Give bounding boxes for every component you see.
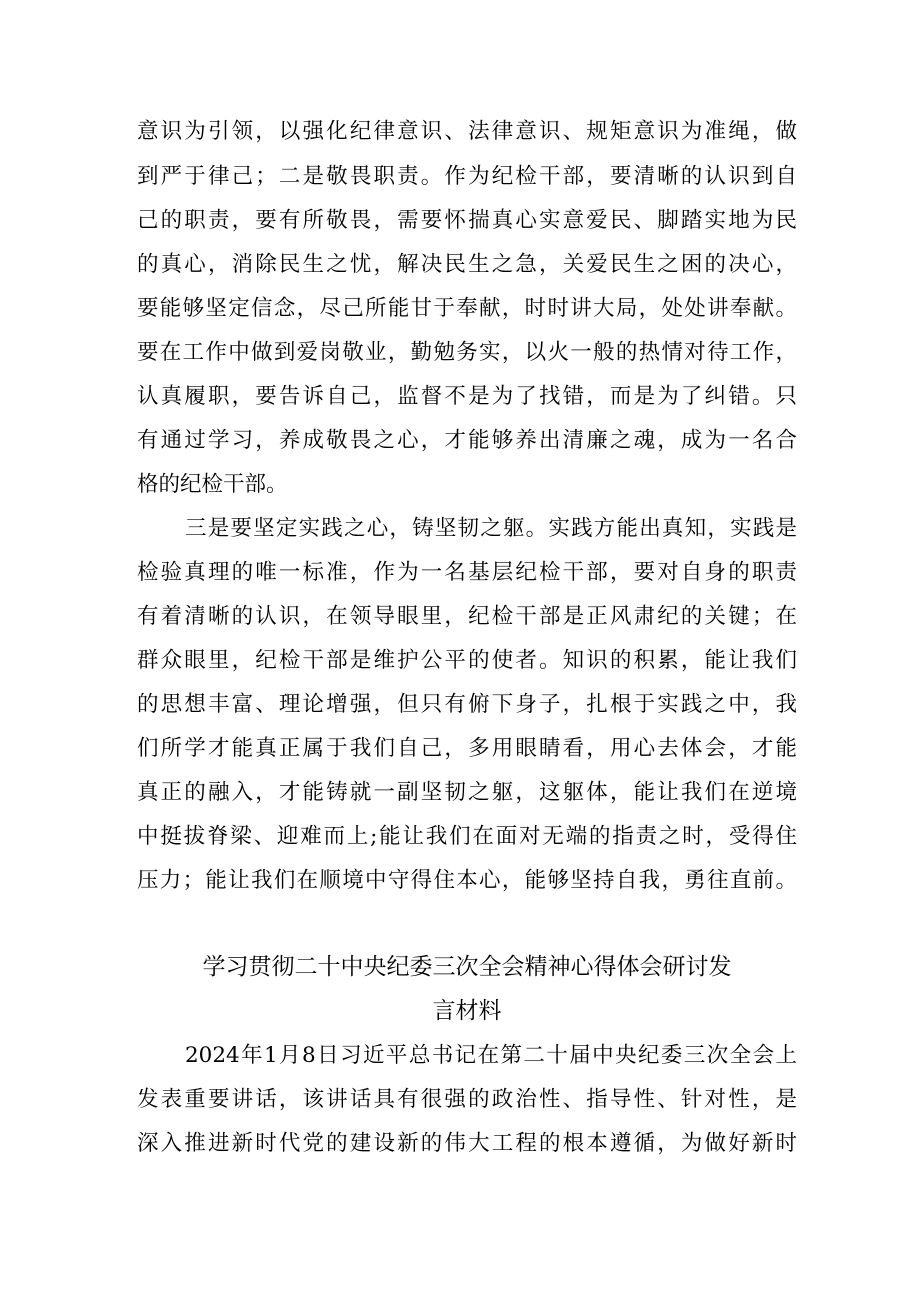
paragraph-1-line: 到严于律己；二是敬畏职责。作为纪检干部，要清晰的认识到自: [137, 164, 797, 189]
paragraph-1-line: 认真履职，要告诉自己，监督不是为了找错，而是为了纠错。只: [137, 384, 797, 409]
paragraph-1-line: 要在工作中做到爱岗敬业，勤勉务实，以火一般的热情对待工作，: [137, 340, 797, 365]
paragraph-2-line: 三是要坚定实践之心，铸坚韧之躯。实践方能出真知，实践是: [185, 516, 797, 541]
paragraph-1-line: 己的职责，要有所敬畏，需要怀揣真心实意爱民、脚踏实地为民: [137, 208, 797, 233]
paragraph-3-line: 发表重要讲话，该讲话具有很强的政治性、指导性、针对性，是: [137, 1087, 797, 1112]
paragraph-2-line: 真正的融入，才能铸就一副坚韧之躯，这躯体，能让我们在逆境: [137, 780, 797, 805]
paragraph-2-line: 检验真理的唯一标准，作为一名基层纪检干部，要对自身的职责: [137, 560, 797, 585]
paragraph-2-line: 压力；能让我们在顺境中守得住本心，能够坚持自我，勇往直前。: [137, 868, 797, 893]
paragraph-1-line: 的真心，消除民生之忧，解决民生之急，关爱民生之困的决心，: [137, 252, 797, 277]
paragraph-2-line: 的思想丰富、理论增强，但只有俯下身子，扎根于实践之中，我: [137, 692, 797, 717]
article-title-line-2: 言材料: [432, 998, 502, 1024]
paragraph-2-line: 群众眼里，纪检干部是维护公平的使者。知识的积累，能让我们: [137, 648, 797, 673]
paragraph-2-line: 中挺拔脊梁、迎难而上;能让我们在面对无端的指责之时，受得住: [137, 824, 797, 849]
paragraph-3-line: 2024年1月8日习近平总书记在第二十届中央纪委三次全会上: [185, 1043, 797, 1068]
paragraph-1-line: 意识为引领，以强化纪律意识、法律意识、规矩意识为准绳，做: [137, 119, 797, 144]
paragraph-2-line: 们所学才能真正属于我们自己，多用眼睛看，用心去体会，才能: [137, 736, 797, 761]
paragraph-2-line: 有着清晰的认识，在领导眼里，纪检干部是正风肃纪的关键；在: [137, 604, 797, 629]
paragraph-3-line: 深入推进新时代党的建设新的伟大工程的根本遵循，为做好新时: [137, 1131, 797, 1156]
paragraph-1-line: 要能够坚定信念，尽己所能甘于奉献，时时讲大局，处处讲奉献。: [137, 296, 797, 321]
paragraph-1-line: 格的纪检干部。: [137, 472, 288, 497]
article-title-line-1: 学习贯彻二十中央纪委三次全会精神心得体会研讨发: [202, 954, 732, 980]
paragraph-1-line: 有通过学习，养成敬畏之心，才能够养出清廉之魂，成为一名合: [137, 428, 797, 453]
